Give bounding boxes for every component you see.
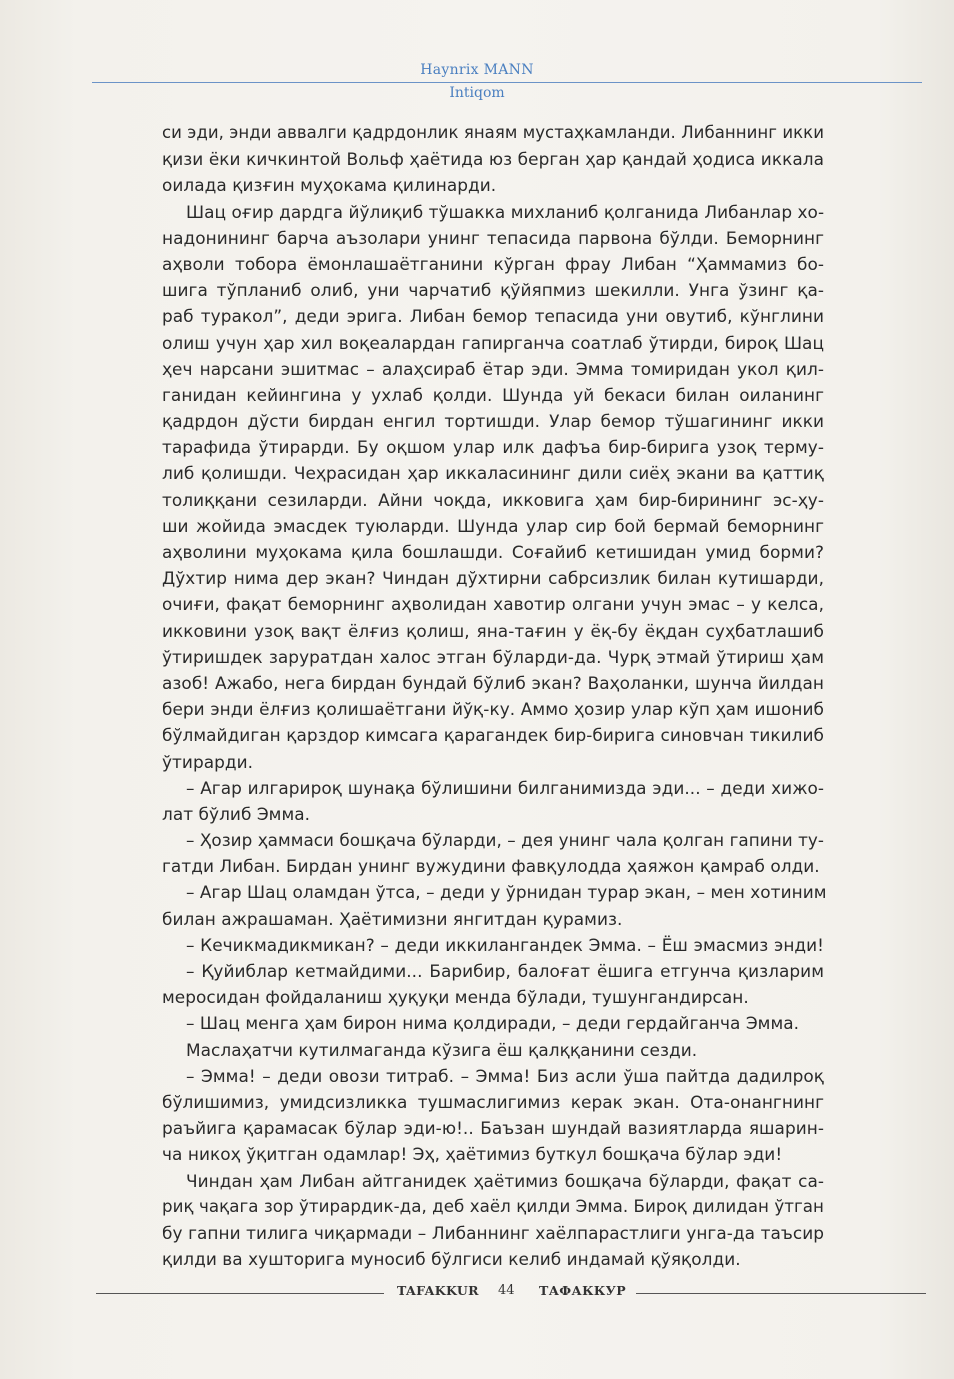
text-line: очиғи, фақат беморнинг аҳволидан хавотир олгани учун эмас – у келса,: [162, 594, 824, 615]
text-line: – Кечикмадикмикан? – деди иккилангандек Эмма. – Ёш эмасмиз энди!: [186, 934, 824, 955]
text-line: ча никоҳ ўқитган одамлар! Эҳ, ҳаётимиз буткул бошқача бўлар эди!: [162, 1144, 783, 1165]
text-line: бўлишимиз, умидсизликка тушмаслигимиз керак экан. Ота-онангнинг: [162, 1091, 824, 1112]
text-line: гатди Либан. Бирдан унинг вужудини фавқулодда ҳаяжон қамраб олди.: [162, 856, 820, 877]
running-footer: [0, 1283, 954, 1303]
footer-rule-right: [636, 1293, 926, 1294]
text-line: ши жойида эмасдек туюларди. Шунда улар сир бой бермай беморнинг: [162, 515, 824, 536]
text-line: аҳволи тобора ёмонлашаётганини кўрган фрау Либан “Ҳаммамиз бо-: [162, 253, 824, 274]
header-title: Intiqom: [449, 85, 505, 101]
text-line: Шац оғир дардга йўлиқиб тўшакка михланиб қолганида Либанлар хо-: [186, 201, 825, 222]
text-line: қадрдон дўсти бирдан енгил тортишди. Улар бемор тўшагининг икки: [162, 411, 824, 432]
text-line: раб туракол”, деди эрига. Либан бемор тепасида уни овутиб, кўнглини: [162, 306, 824, 327]
text-line: Чиндан ҳам Либан айтганидек ҳаётимиз бошқача бўларди, фақат са-: [186, 1170, 824, 1191]
text-line: азоб! Ажабо, нега бирдан бундай бўлиб экан? Ваҳоланки, шунча йилдан: [162, 672, 824, 693]
text-line: бўлмайдиган қарздор кимсага қарагандек бир-бирига синовчан тикилиб: [162, 725, 824, 746]
text-line: толиққани сезиларди. Айни чоқда, икковига ҳам бир-бирининг эс-ҳу-: [162, 489, 824, 510]
footer-rule-left: [96, 1293, 384, 1294]
text-line: Маслаҳатчи кутилмаганда кўзига ёш қалққанини сезди.: [186, 1039, 698, 1060]
header-author: Haynrix MANN: [420, 62, 534, 78]
text-line: ганидан кейингина у ухлаб қолди. Шунда уй бекаси билан оиланинг: [162, 384, 824, 405]
text-line: ҳеч нарсани эшитмас – алаҳсираб ётар эди. Эмма томиридан укол қил-: [162, 358, 824, 379]
text-line: меросидан фойдаланиш ҳуқуқи менда бўлади, тушунгандирсан.: [162, 987, 749, 1008]
text-line: билан ажрашаман. Ҳаётимизни янгитдан қурамиз.: [162, 908, 623, 929]
text-line: ўтиришдек заруратдан халос этган бўларди-да. Чурқ этмай ўтириш ҳам: [162, 646, 824, 667]
text-line: – Агар илгарироқ шунақа бўлишини билганимизда эди... – деди хижо-: [186, 777, 824, 798]
text-line: надонининг барча аъзолари унинг тепасида парвона бўлди. Беморнинг: [162, 227, 824, 248]
text-line: қилди ва хушторига муносиб бўлгиси келиб индамай қўяқолди.: [162, 1249, 741, 1270]
text-line: – Эмма! – деди овози титраб. – Эмма! Биз асли ўша пайтда дадилроқ: [186, 1065, 824, 1086]
text-line: бери энди ёлғиз қолишаётгани йўқ-ку. Аммо ҳозир улар кўп ҳам ишониб: [162, 699, 824, 720]
text-line: – Шац менга ҳам бирон нима қолдиради, – деди гердайганча Эмма.: [186, 1013, 800, 1034]
text-line: оилада қизғин муҳокама қилинарди.: [162, 175, 497, 196]
text-line: шига тўпланиб олиб, уни чарчатиб қўйяпмиз шекилли. Унга ўзинг қа-: [162, 280, 824, 301]
text-line: лат бўлиб Эмма.: [162, 803, 311, 824]
header-rule: [92, 82, 922, 83]
page-number: 44: [498, 1283, 515, 1298]
text-line: икковини узоқ вақт ёлғиз қолиш, яна-тағин у ёқ-бу ёқдан суҳбатлашиб: [162, 620, 824, 641]
text-line: тарафида ўтирарди. Бу оқшом улар илк дафъа бир-бирига узоқ терму-: [162, 437, 824, 458]
text-line: – Қуйиблар кетмайдими... Барибир, балоғат ёшига етгунча қизларим: [186, 961, 824, 981]
text-line: ўтирарди.: [162, 751, 254, 772]
text-line: риқ чақага зор ўтирардик-да, деб хаёл қилди Эмма. Бироқ дилидан ўтган: [162, 1196, 824, 1216]
text-line: Дўхтир нима дер экан? Чиндан дўхтирни сабрсизлик билан кутишарди,: [162, 568, 824, 589]
footer-magazine-cyrillic: ТАФАККУР: [539, 1283, 627, 1298]
text-line: – Агар Шац оламдан ўтса, – деди у ўрнидан турар экан, – мен хотиним: [186, 882, 827, 903]
text-line: аҳволини муҳокама қила бошлашди. Соғайиб кетишидан умид борми?: [162, 542, 824, 562]
text-line: олиш учун ҳар хил воқеалардан гапирганча соатлаб ўтирди, бироқ Шац: [162, 332, 824, 353]
body-text: [162, 120, 827, 1272]
text-line: раъйига қарамасак бўлар эди-ю!.. Баъзан шундай вазиятларда яшарин-: [162, 1118, 824, 1139]
text-line: – Ҳозир ҳаммаси бошқача бўларди, – дея унинг чала қолган гапини ту-: [186, 830, 825, 851]
text-line: либ қолишди. Чеҳрасидан ҳар иккаласининг дили сиёҳ экани ва қаттиқ: [162, 463, 824, 484]
text-line: бу гапни тилига чиқармади – Либаннинг хаёлпарастлиги унга-да таъсир: [162, 1222, 824, 1243]
footer-magazine-latin: TAFAKKUR: [397, 1283, 479, 1298]
text-line: си эди, энди аввалги қадрдонлик янаям мустаҳкамланди. Либаннинг икки: [162, 123, 824, 142]
text-line: қизи ёки кичкинтой Вольф ҳаётида юз берган ҳар қандай ҳодиса иккала: [162, 149, 824, 170]
